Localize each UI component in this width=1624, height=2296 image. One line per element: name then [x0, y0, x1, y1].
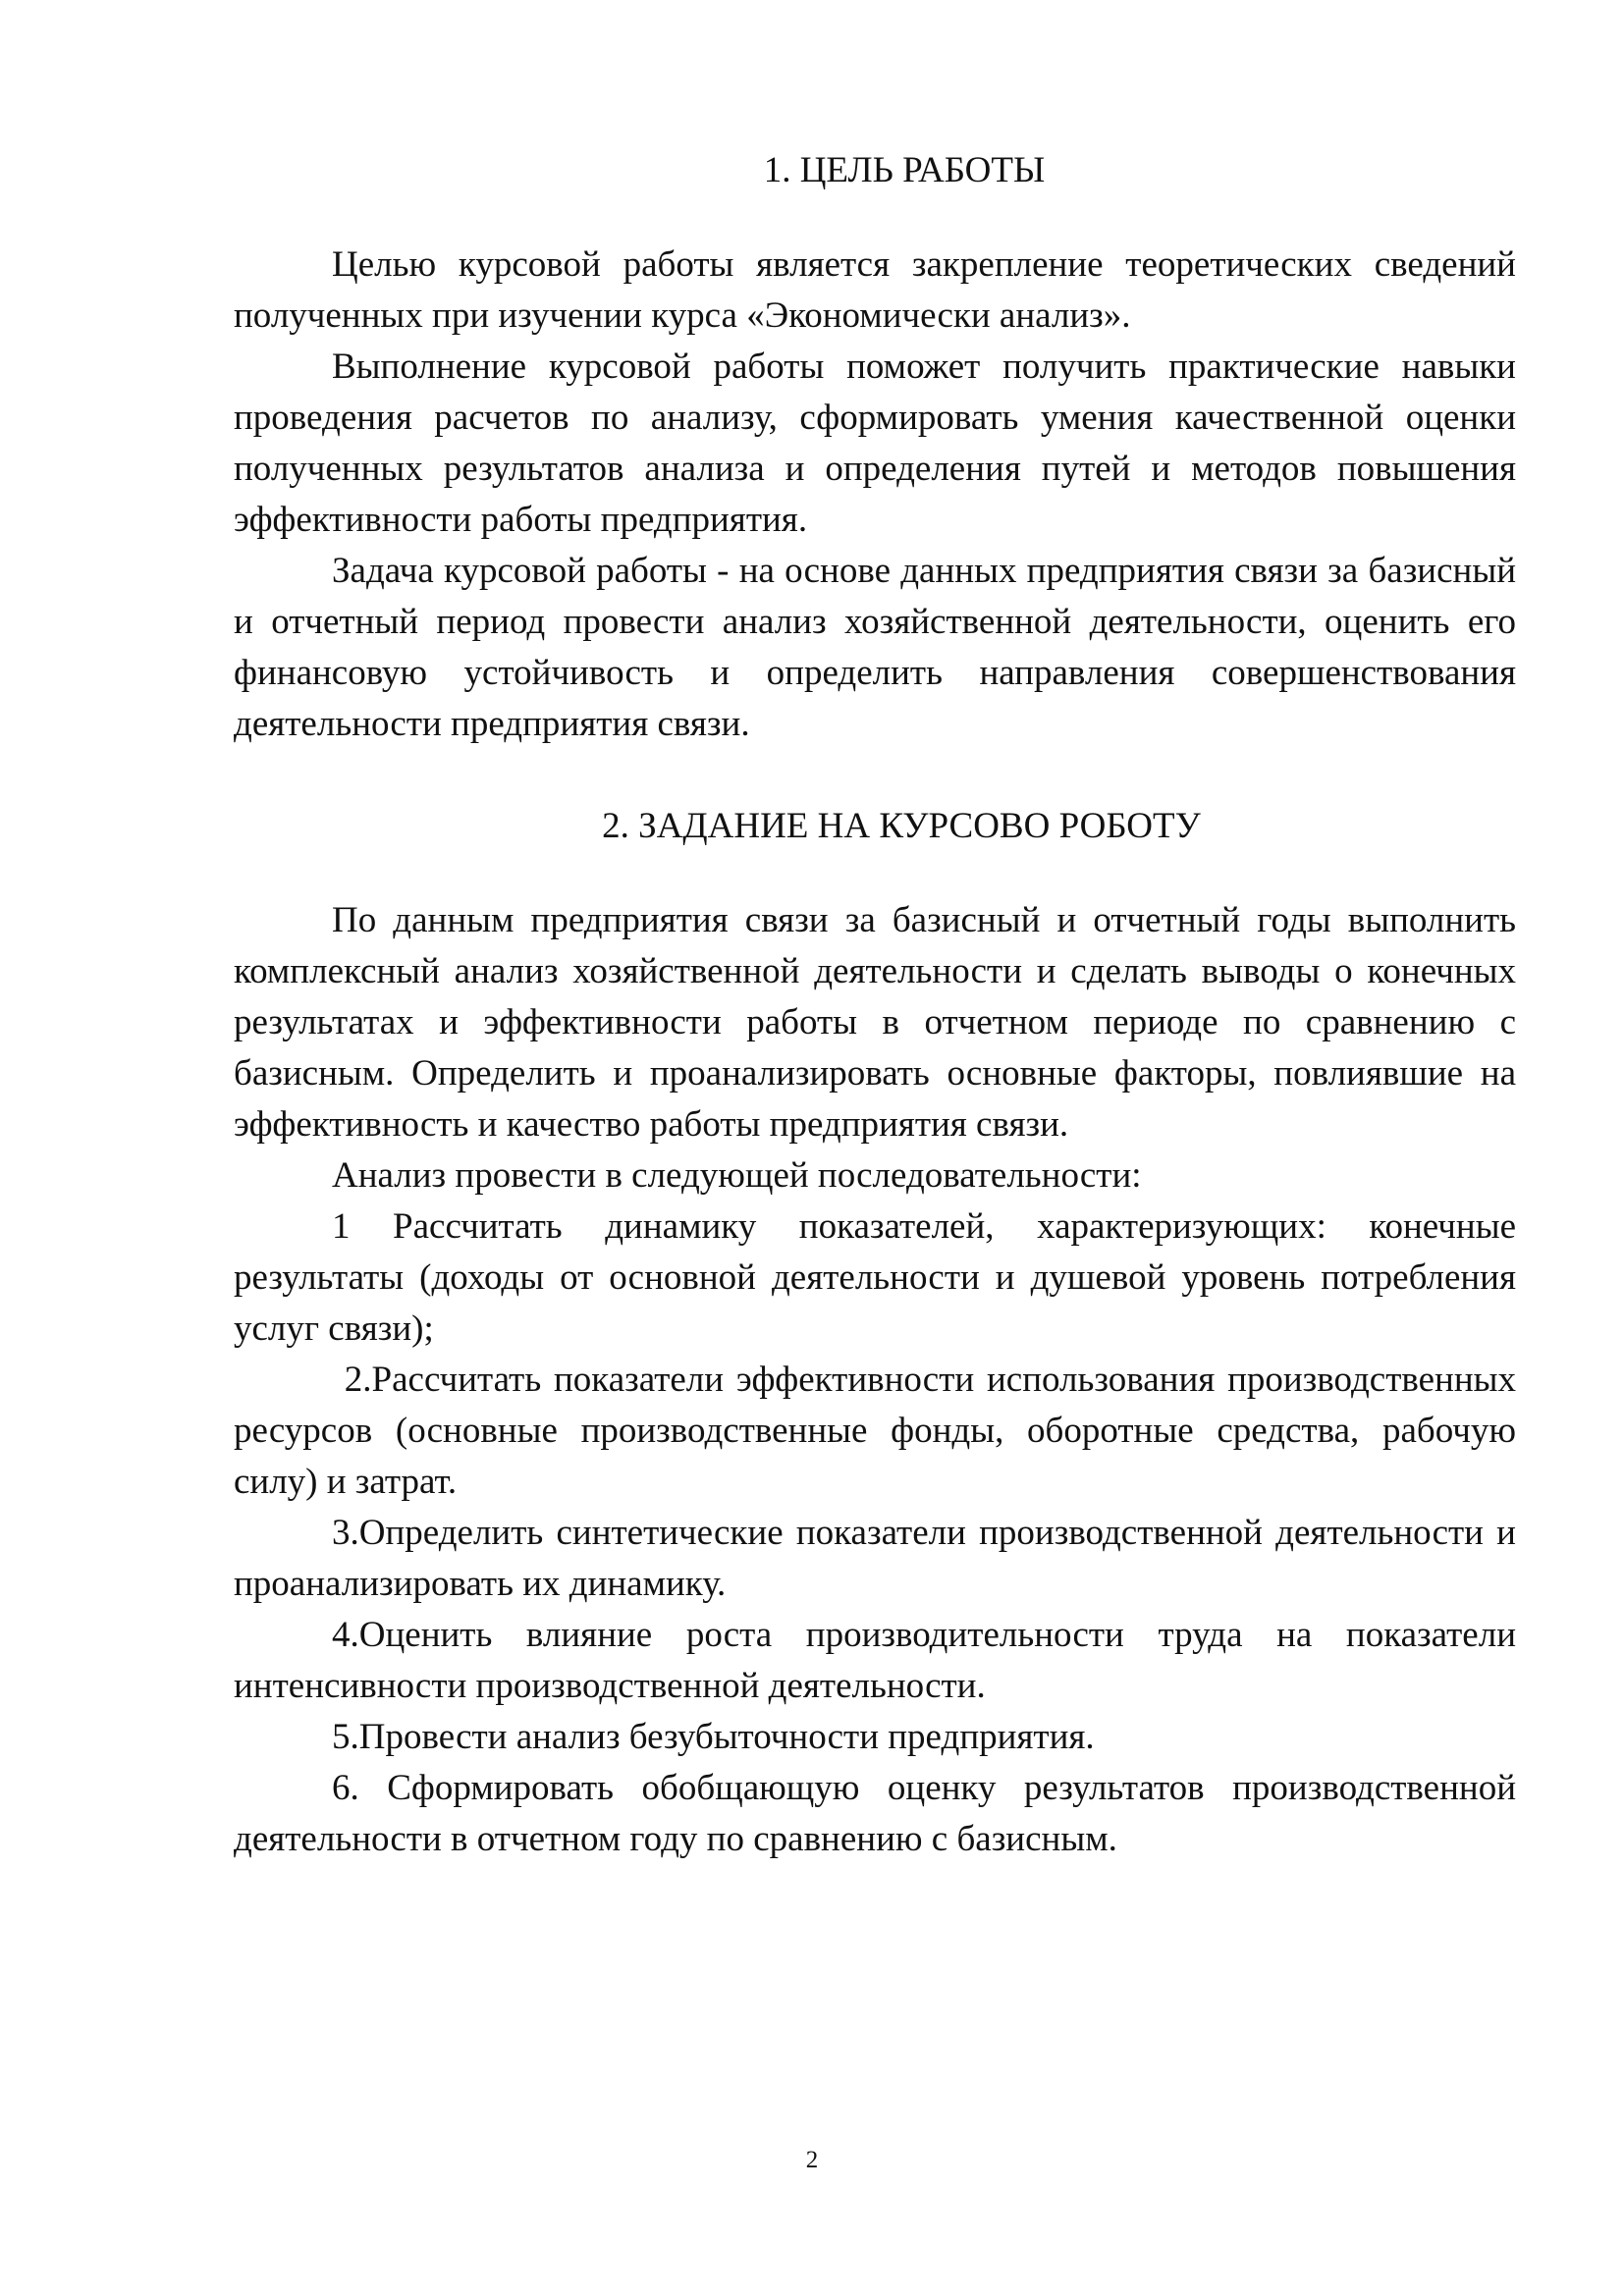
section-2-paragraph-1: По данным предприятия связи за базисный и отчетный годы выполнить комплексный анализ хозяйственной деятельности и сделать выводы о конечных результатах и эффективности работы в отчетном периоде по сравнению с базисным. Определить и проанализировать основные факторы, повлиявшие на эффективность и качество работы предприятия связи.	[234, 900, 1516, 1145]
section-1-paragraph-1: Целью курсовой работы является закрепление теоретических сведений полученных при изучении курса «Экономически анализ».	[234, 244, 1516, 336]
task-item-4: 4.Оценить влияние роста производительности труда на показатели интенсивности производственной деятельности.	[234, 1615, 1516, 1706]
page-content	[234, 145, 1526, 1865]
task-item-1: 1 Рассчитать динамику показателей, характеризующих: конечные результаты (доходы от основной деятельности и душевой уровень потребления услуг связи);	[234, 1206, 1516, 1349]
section-2-paragraph-2: Анализ провести в следующей последовательности:	[332, 1155, 1142, 1196]
section-1-paragraph-3: Задача курсовой работы - на основе данных предприятия связи за базисный и отчетный период провести анализ хозяйственной деятельности, оценить его финансовую устойчивость и определить направления совершенствования деятельности предприятия связи.	[234, 551, 1516, 744]
task-item-6: 6. Сформировать обобщающую оценку результатов производственной деятельности в отчетном году по сравнению с базисным.	[234, 1768, 1516, 1859]
page-number: 2	[805, 2147, 819, 2173]
section-2-body	[234, 895, 1526, 1865]
task-item-5: 5.Провести анализ безубыточности предприятия.	[332, 1717, 1095, 1757]
section-2-title: 2. ЗАДАНИЕ НА КУРСОВО РОБОТУ	[602, 806, 1201, 846]
section-1-paragraph-2: Выполнение курсовой работы поможет получить практические навыки проведения расчетов по анализу, сформировать умения качественной оценки полученных результатов анализа и определения путей и методов повышения эффективности работы предприятия.	[234, 347, 1516, 540]
task-item-2: 2.Рассчитать показатели эффективности использования производственных ресурсов (основные производственные фонды, оборотные средства, рабочую силу) и затрат.	[234, 1360, 1526, 1502]
section-1-body	[234, 240, 1516, 750]
section-1-title: 1. ЦЕЛЬ РАБОТЫ	[763, 150, 1046, 190]
task-item-3: 3.Определить синтетические показатели производственной деятельности и проанализировать их динамику.	[234, 1513, 1516, 1604]
